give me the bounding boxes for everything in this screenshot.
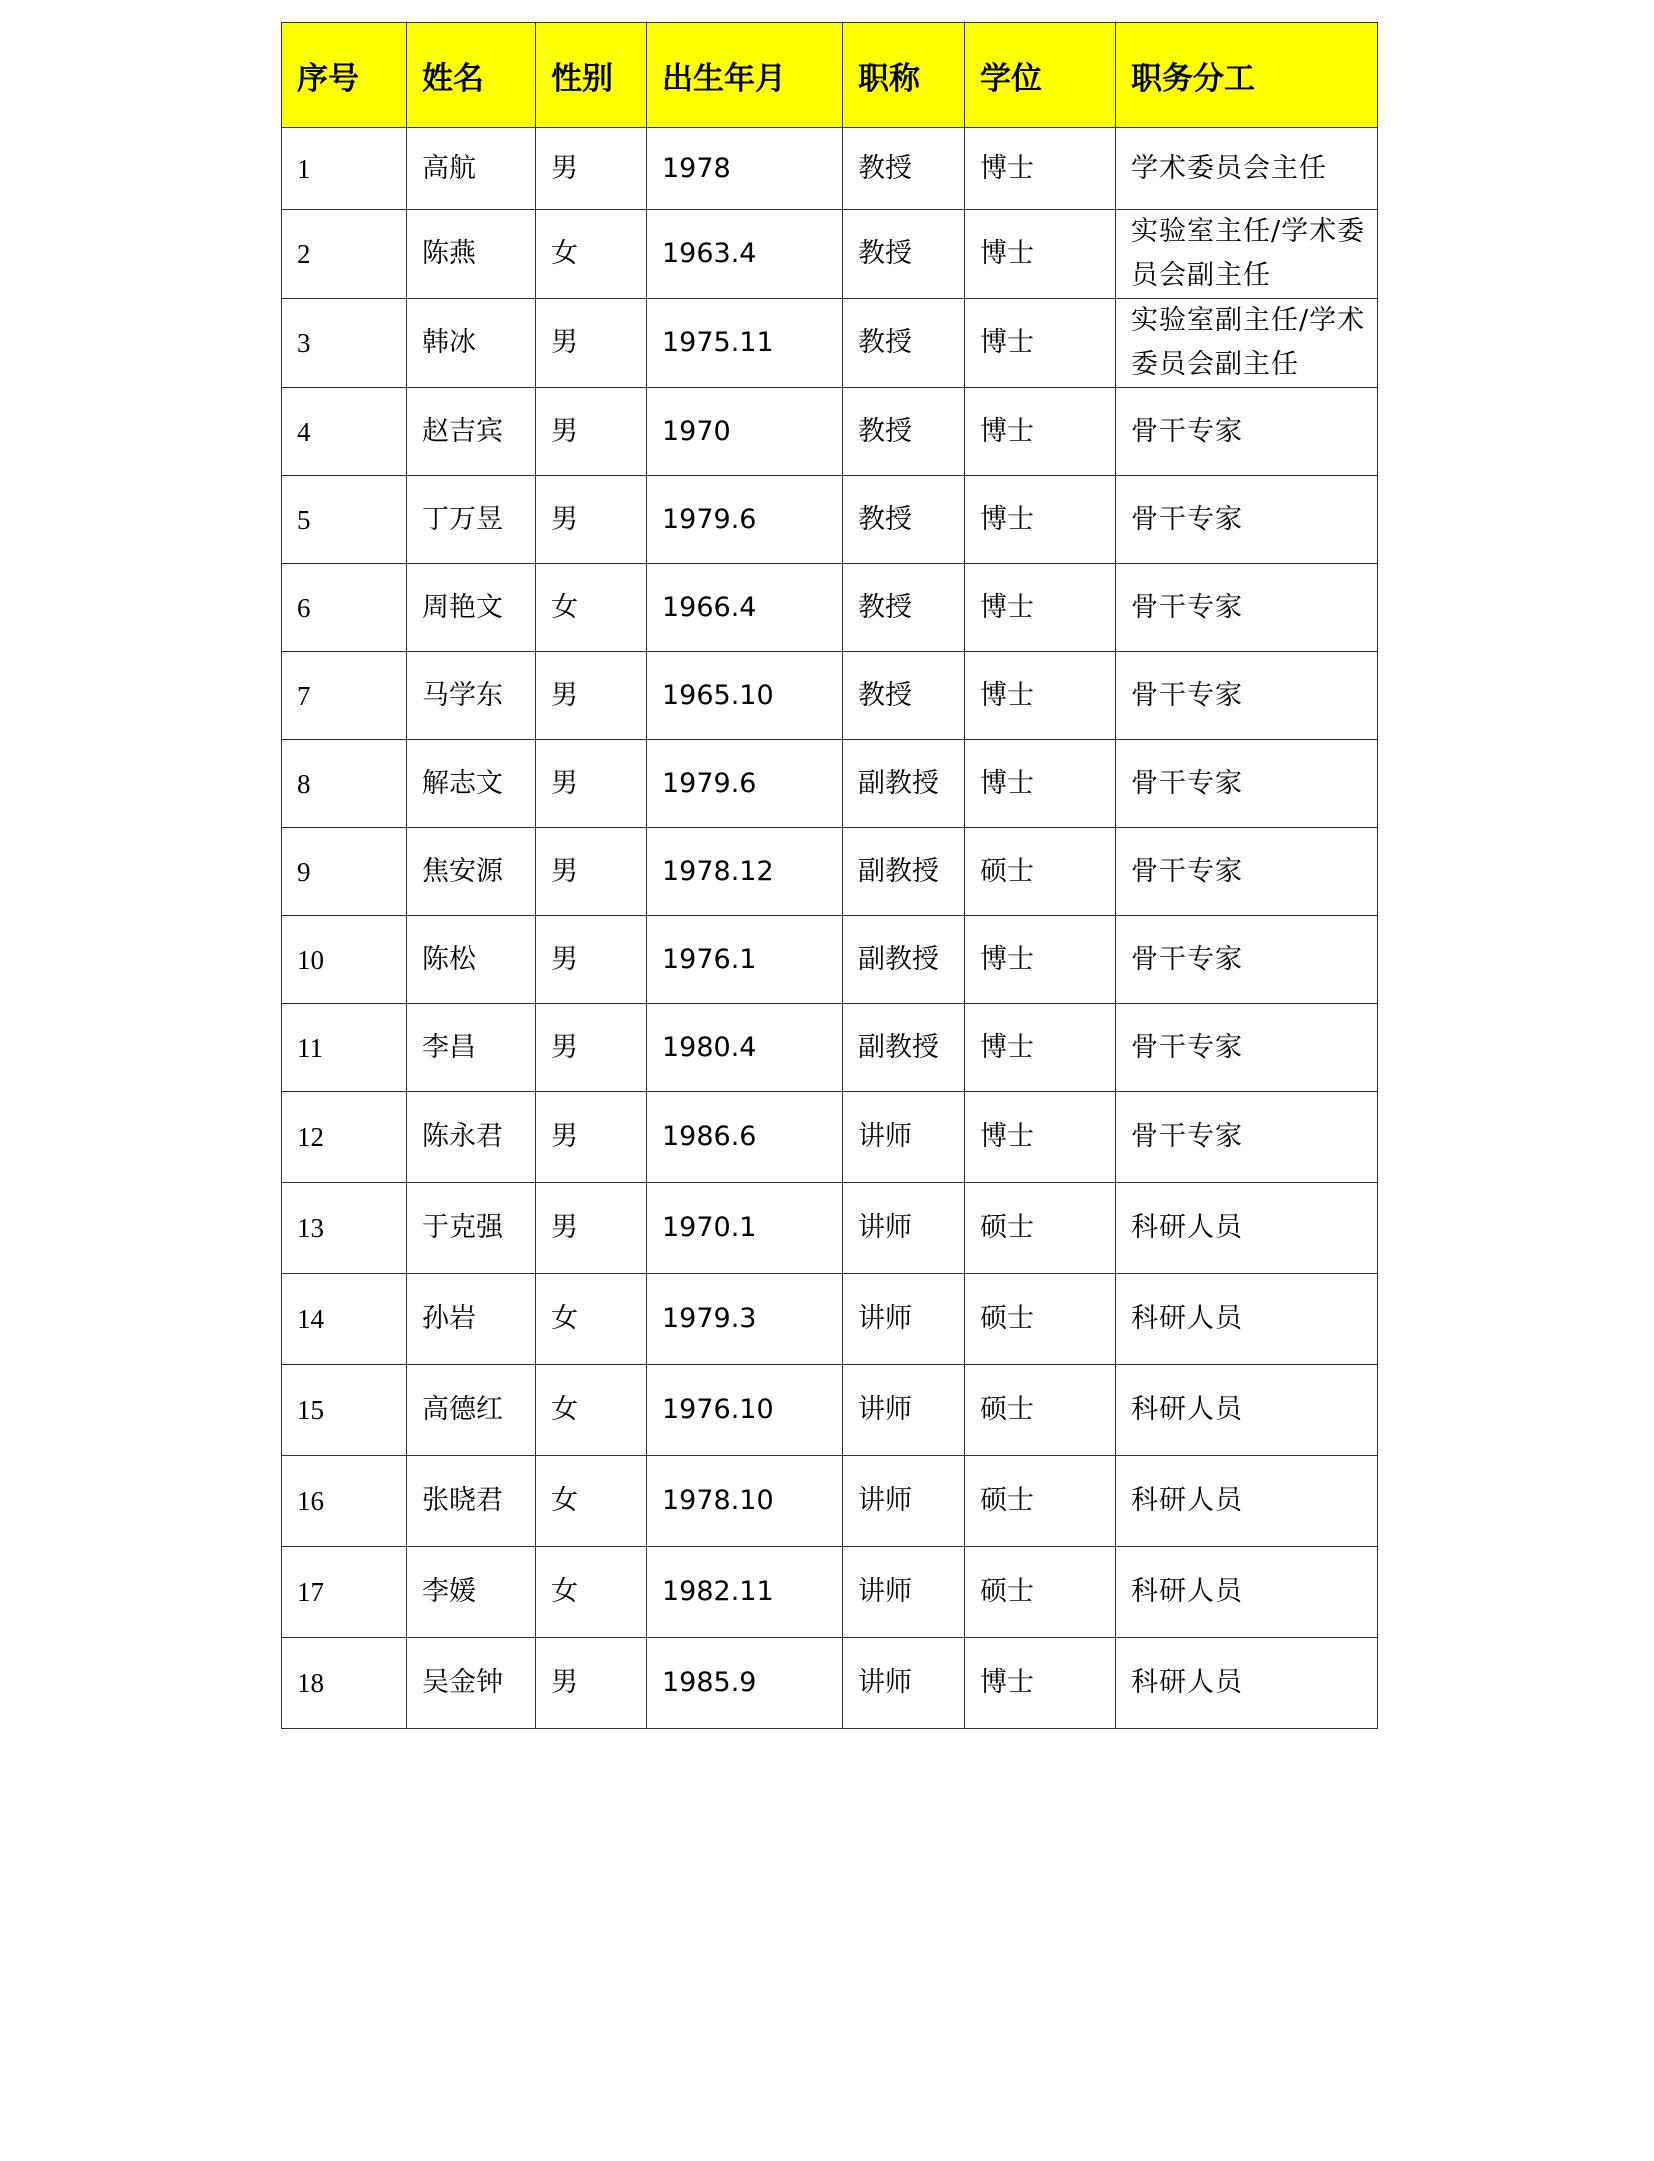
- cell-duty: 骨干专家: [1116, 652, 1378, 740]
- cell-birth: 1980.4: [647, 1004, 843, 1092]
- cell-birth: 1978.10: [647, 1456, 843, 1547]
- cell-degree: 博士: [965, 388, 1116, 476]
- cell-name: 高航: [407, 128, 536, 210]
- cell-birth: 1976.10: [647, 1365, 843, 1456]
- cell-gender: 男: [536, 128, 647, 210]
- cell-title: 教授: [843, 652, 965, 740]
- cell-index: 2: [282, 210, 407, 299]
- cell-duty: 骨干专家: [1116, 1004, 1378, 1092]
- header-name: 姓名: [407, 23, 536, 128]
- cell-duty: 科研人员: [1116, 1365, 1378, 1456]
- cell-index: 18: [282, 1638, 407, 1729]
- cell-degree: 硕士: [965, 1547, 1116, 1638]
- cell-birth: 1985.9: [647, 1638, 843, 1729]
- cell-name: 李昌: [407, 1004, 536, 1092]
- cell-title: 讲师: [843, 1274, 965, 1365]
- header-degree: 学位: [965, 23, 1116, 128]
- cell-name: 解志文: [407, 740, 536, 828]
- cell-name: 吴金钟: [407, 1638, 536, 1729]
- cell-duty: 骨干专家: [1116, 916, 1378, 1004]
- cell-duty: 骨干专家: [1116, 1092, 1378, 1183]
- cell-index: 4: [282, 388, 407, 476]
- cell-birth: 1978.12: [647, 828, 843, 916]
- cell-birth: 1976.1: [647, 916, 843, 1004]
- cell-duty: 科研人员: [1116, 1547, 1378, 1638]
- table-row: [282, 652, 1378, 740]
- cell-index: 9: [282, 828, 407, 916]
- cell-gender: 女: [536, 210, 647, 299]
- cell-title: 教授: [843, 299, 965, 388]
- table-row: [282, 1183, 1378, 1274]
- cell-index: 15: [282, 1365, 407, 1456]
- cell-name: 马学东: [407, 652, 536, 740]
- table-row: [282, 828, 1378, 916]
- cell-title: 讲师: [843, 1456, 965, 1547]
- cell-birth: 1979.3: [647, 1274, 843, 1365]
- cell-duty: 骨干专家: [1116, 388, 1378, 476]
- cell-birth: 1963.4: [647, 210, 843, 299]
- cell-gender: 男: [536, 476, 647, 564]
- cell-gender: 男: [536, 299, 647, 388]
- cell-title: 副教授: [843, 916, 965, 1004]
- table-row: [282, 299, 1378, 388]
- table-row: [282, 476, 1378, 564]
- header-birth: 出生年月: [647, 23, 843, 128]
- cell-birth: 1970.1: [647, 1183, 843, 1274]
- cell-gender: 男: [536, 828, 647, 916]
- cell-degree: 博士: [965, 128, 1116, 210]
- cell-birth: 1978: [647, 128, 843, 210]
- cell-duty: 学术委员会主任: [1116, 128, 1378, 210]
- header-duty: 职务分工: [1116, 23, 1378, 128]
- cell-name: 韩冰: [407, 299, 536, 388]
- cell-name: 张晓君: [407, 1456, 536, 1547]
- header-index: 序号: [282, 23, 407, 128]
- cell-name: 李媛: [407, 1547, 536, 1638]
- cell-index: 8: [282, 740, 407, 828]
- cell-duty: 实验室副主任/学术委员会副主任: [1116, 299, 1378, 388]
- cell-name: 于克强: [407, 1183, 536, 1274]
- cell-duty: 科研人员: [1116, 1183, 1378, 1274]
- cell-index: 12: [282, 1092, 407, 1183]
- cell-birth: 1986.6: [647, 1092, 843, 1183]
- cell-gender: 男: [536, 740, 647, 828]
- cell-birth: 1965.10: [647, 652, 843, 740]
- cell-gender: 女: [536, 1365, 647, 1456]
- cell-name: 陈松: [407, 916, 536, 1004]
- cell-index: 11: [282, 1004, 407, 1092]
- cell-gender: 女: [536, 1547, 647, 1638]
- table-row: [282, 1092, 1378, 1183]
- table-row: [282, 1456, 1378, 1547]
- cell-index: 1: [282, 128, 407, 210]
- cell-title: 教授: [843, 476, 965, 564]
- cell-gender: 男: [536, 916, 647, 1004]
- cell-name: 高德红: [407, 1365, 536, 1456]
- cell-duty: 实验室主任/学术委员会副主任: [1116, 210, 1378, 299]
- table-row: [282, 1547, 1378, 1638]
- cell-title: 讲师: [843, 1638, 965, 1729]
- staff-table: [281, 22, 1378, 1729]
- cell-duty: 骨干专家: [1116, 564, 1378, 652]
- cell-degree: 博士: [965, 299, 1116, 388]
- table-row: [282, 210, 1378, 299]
- cell-duty: 骨干专家: [1116, 740, 1378, 828]
- cell-index: 5: [282, 476, 407, 564]
- cell-index: 16: [282, 1456, 407, 1547]
- cell-index: 17: [282, 1547, 407, 1638]
- table-row: [282, 1365, 1378, 1456]
- cell-degree: 硕士: [965, 1365, 1116, 1456]
- cell-index: 7: [282, 652, 407, 740]
- cell-title: 副教授: [843, 828, 965, 916]
- cell-duty: 骨干专家: [1116, 828, 1378, 916]
- header-gender: 性别: [536, 23, 647, 128]
- cell-birth: 1979.6: [647, 740, 843, 828]
- cell-degree: 博士: [965, 1638, 1116, 1729]
- table-row: [282, 1004, 1378, 1092]
- cell-degree: 博士: [965, 564, 1116, 652]
- table-row: [282, 1274, 1378, 1365]
- header-title: 职称: [843, 23, 965, 128]
- cell-gender: 男: [536, 388, 647, 476]
- cell-name: 焦安源: [407, 828, 536, 916]
- cell-degree: 博士: [965, 1092, 1116, 1183]
- cell-gender: 女: [536, 1456, 647, 1547]
- cell-index: 13: [282, 1183, 407, 1274]
- cell-birth: 1982.11: [647, 1547, 843, 1638]
- cell-duty: 骨干专家: [1116, 476, 1378, 564]
- cell-gender: 男: [536, 652, 647, 740]
- table-row: [282, 740, 1378, 828]
- table-row: [282, 388, 1378, 476]
- cell-title: 副教授: [843, 740, 965, 828]
- cell-gender: 男: [536, 1638, 647, 1729]
- cell-title: 教授: [843, 210, 965, 299]
- cell-degree: 博士: [965, 1004, 1116, 1092]
- cell-birth: 1966.4: [647, 564, 843, 652]
- header-row: [282, 23, 1378, 128]
- cell-title: 教授: [843, 388, 965, 476]
- cell-birth: 1970: [647, 388, 843, 476]
- cell-index: 6: [282, 564, 407, 652]
- cell-gender: 男: [536, 1004, 647, 1092]
- cell-name: 丁万昱: [407, 476, 536, 564]
- cell-duty: 科研人员: [1116, 1274, 1378, 1365]
- cell-gender: 女: [536, 564, 647, 652]
- cell-title: 讲师: [843, 1365, 965, 1456]
- cell-gender: 女: [536, 1274, 647, 1365]
- cell-duty: 科研人员: [1116, 1456, 1378, 1547]
- cell-gender: 男: [536, 1183, 647, 1274]
- cell-degree: 硕士: [965, 828, 1116, 916]
- table-row: [282, 1638, 1378, 1729]
- table-row: [282, 916, 1378, 1004]
- cell-name: 周艳文: [407, 564, 536, 652]
- cell-degree: 博士: [965, 740, 1116, 828]
- cell-name: 赵吉宾: [407, 388, 536, 476]
- cell-gender: 男: [536, 1092, 647, 1183]
- cell-title: 讲师: [843, 1183, 965, 1274]
- cell-name: 陈永君: [407, 1092, 536, 1183]
- cell-birth: 1975.11: [647, 299, 843, 388]
- table-row: [282, 564, 1378, 652]
- cell-index: 14: [282, 1274, 407, 1365]
- cell-degree: 博士: [965, 476, 1116, 564]
- cell-title: 副教授: [843, 1004, 965, 1092]
- cell-degree: 硕士: [965, 1274, 1116, 1365]
- cell-index: 10: [282, 916, 407, 1004]
- cell-title: 讲师: [843, 1547, 965, 1638]
- cell-birth: 1979.6: [647, 476, 843, 564]
- cell-degree: 硕士: [965, 1183, 1116, 1274]
- cell-duty: 科研人员: [1116, 1638, 1378, 1729]
- cell-title: 讲师: [843, 1092, 965, 1183]
- cell-degree: 硕士: [965, 1456, 1116, 1547]
- cell-name: 孙岩: [407, 1274, 536, 1365]
- table-row: [282, 128, 1378, 210]
- cell-degree: 博士: [965, 210, 1116, 299]
- cell-title: 教授: [843, 128, 965, 210]
- cell-index: 3: [282, 299, 407, 388]
- cell-name: 陈燕: [407, 210, 536, 299]
- cell-degree: 博士: [965, 652, 1116, 740]
- cell-degree: 博士: [965, 916, 1116, 1004]
- cell-title: 教授: [843, 564, 965, 652]
